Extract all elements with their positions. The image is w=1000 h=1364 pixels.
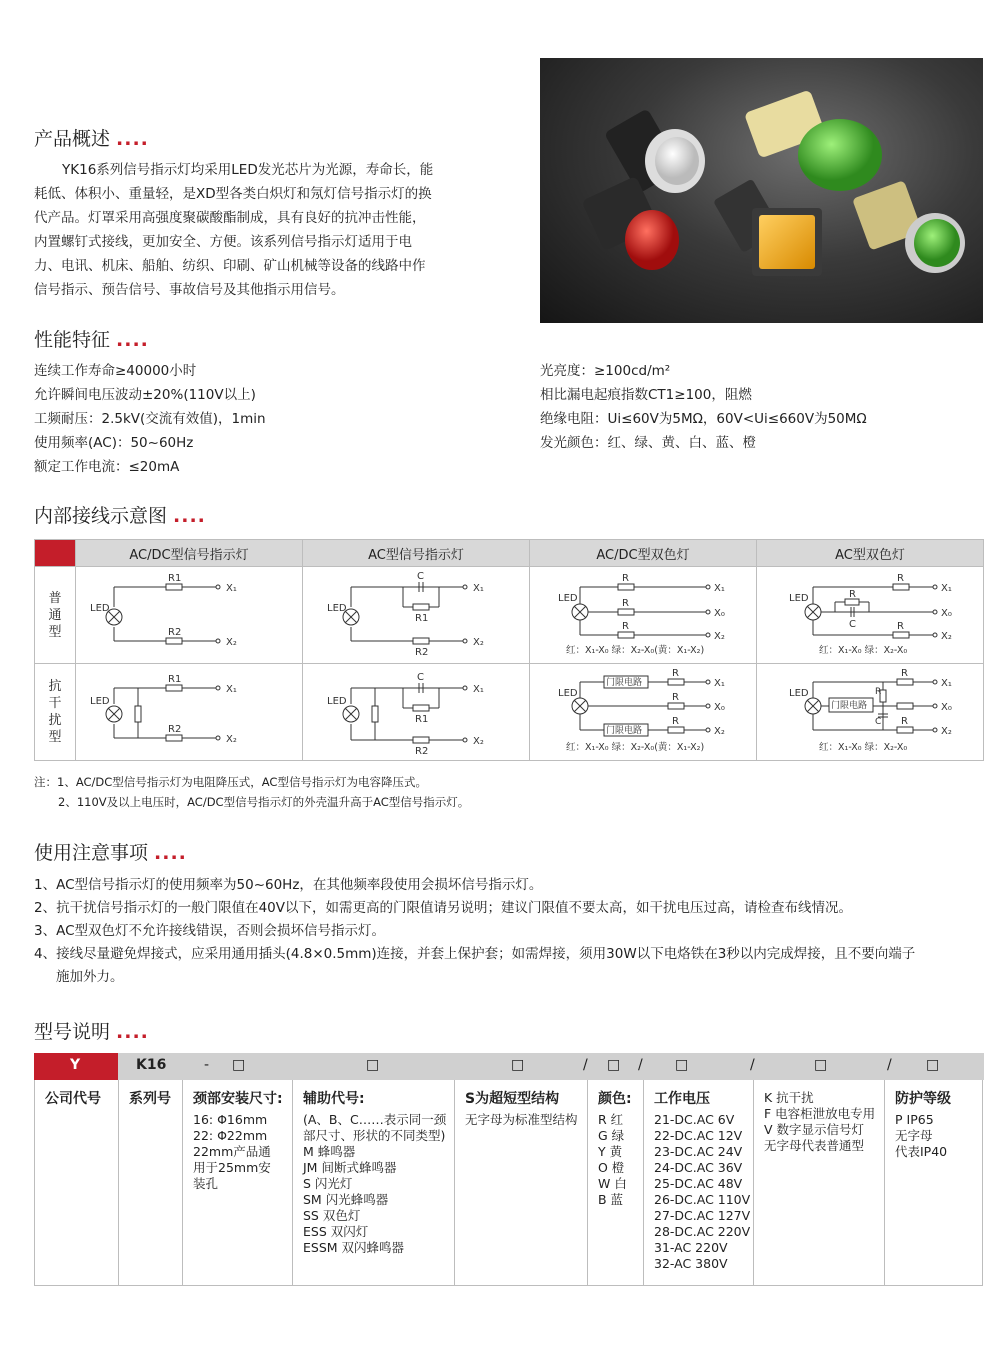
- svg-text:R: R: [672, 716, 679, 727]
- svg-text:LED: LED: [90, 696, 110, 707]
- wiring-table: [34, 539, 984, 761]
- product-photo: [540, 58, 983, 323]
- model-col-type: K 抗干扰 F 电容柜泄放电专用 V 数字显示信号灯 无字母代表普通型: [754, 1080, 885, 1285]
- svg-text:X₂: X₂: [941, 726, 952, 737]
- diagram-acdc-bicolor-anti: [530, 664, 757, 761]
- model-col-company: 公司代号: [35, 1080, 119, 1285]
- model-slash: /: [583, 1057, 588, 1073]
- row-label-anti-interference: 抗 干 扰 型: [35, 664, 76, 761]
- svg-text:红：X₁-X₀ 绿：X₂-X₀: 红：X₁-X₀ 绿：X₂-X₀: [819, 645, 908, 656]
- performance-left: [34, 359, 266, 479]
- svg-text:X₂: X₂: [226, 637, 237, 648]
- spec-line: 工频耐压：2.5kV(交流有效值)，1min: [34, 411, 266, 427]
- usage-item: 2、抗干扰信号指示灯的一般门限值在40V以下，如需更高的门限值请另说明；建议门限值不要太高，如干扰电压过高，请检查布线情况。: [34, 900, 853, 916]
- usage-item: 3、AC型双色灯不允许接线错误，否则会损坏信号指示灯。: [34, 923, 386, 939]
- overview-paragraph: YK16系列信号指示灯均采用LED发光芯片为光源，寿命长，能 耗低、体积小、重量轻，是XD型各类白炽灯和氖灯信号指示灯的换 代产品。灯罩采用高强度聚碳酸酯制成，具有良好的抗冲击性能， 内置螺钉式接线，更加安全、方便。该系列信号指示灯适用于电 力、电讯、机床、船舶、纺织、印刷、矿山机械等设备的线路中作 信号指示、预告信号、事故信号及其他指示用信号。: [34, 162, 434, 298]
- svg-text:C: C: [417, 571, 424, 582]
- svg-text:LED: LED: [789, 688, 809, 699]
- svg-text:R: R: [897, 573, 904, 584]
- diagram-acdc-normal: [76, 567, 303, 664]
- model-col-neck: 颈部安装尺寸: 16: Φ16mm 22: Φ22mm 22mm产品通 用于25mm安 装孔: [183, 1080, 293, 1285]
- model-col-auxiliary: 辅助代号: (A、B、C……表示同一颈 部尺寸、形状的不同类型) M 蜂鸣器 JM 间断式蜂鸣器 S 闪光灯 SM 闪光蜂鸣器 SS 双色灯 ESS 双闪灯 ESSM 双闪蜂鸣器: [293, 1080, 455, 1285]
- usage-item: 4、接线尽量避免焊接式，应采用通用插头(4.8×0.5mm)连接，并套上保护套；如需焊接，须用30W以下电烙铁在3秒以内完成焊接，且不要向端子: [34, 946, 916, 962]
- model-box: □: [232, 1057, 246, 1073]
- spec-line: 使用频率(AC)：50~60Hz: [34, 435, 194, 451]
- svg-text:X₀: X₀: [714, 702, 725, 713]
- wiring-header: AC型双色灯: [757, 540, 984, 567]
- svg-text:X₀: X₀: [941, 702, 952, 713]
- diagram-ac-bicolor-normal: [757, 567, 984, 664]
- overview-title: 产品概述 ....: [34, 128, 149, 150]
- spec-line: 相比漏电起痕指数CT1≥100，阻燃: [540, 387, 752, 403]
- performance-right: [540, 359, 867, 455]
- spec-line: 连续工作寿命≥40000小时: [34, 363, 197, 379]
- model-col-series: 系列号: [119, 1080, 183, 1285]
- svg-text:R: R: [622, 573, 629, 584]
- svg-text:LED: LED: [558, 593, 578, 604]
- spec-line: 光亮度：≥100cd/m²: [540, 363, 671, 379]
- svg-text:R2: R2: [415, 647, 429, 658]
- model-slash: /: [638, 1057, 643, 1073]
- model-dash: -: [204, 1057, 210, 1073]
- usage-list: [34, 874, 915, 989]
- model-col-protection: 防护等级 P IP65 无字母 代表IP40: [895, 1091, 951, 1159]
- svg-text:R2: R2: [168, 627, 182, 638]
- svg-text:X₂: X₂: [941, 631, 952, 642]
- diagram-ac-bicolor-anti: [757, 664, 984, 761]
- svg-text:R: R: [672, 668, 679, 679]
- model-code-k16: K16: [136, 1057, 167, 1073]
- wiring-header: AC/DC型信号指示灯: [76, 540, 303, 567]
- svg-text:LED: LED: [327, 603, 347, 614]
- svg-text:X₁: X₁: [714, 678, 725, 689]
- diagram-acdc-bicolor-normal: [530, 567, 757, 664]
- model-code-bar: [34, 1053, 984, 1080]
- svg-text:R: R: [622, 621, 629, 632]
- usage-title: 使用注意事项 ....: [34, 842, 187, 864]
- model-box: □: [926, 1057, 940, 1073]
- model-col-color: 颜色: R 红 G 绿 Y 黄 O 橙 W 白 B 蓝: [588, 1080, 644, 1285]
- model-box: □: [366, 1057, 380, 1073]
- svg-text:红：X₁-X₀ 绿：X₂-X₀(黄：X₁-X₂): 红：X₁-X₀ 绿：X₂-X₀(黄：X₁-X₂): [566, 742, 705, 753]
- wiring-corner: [35, 540, 76, 567]
- model-slash: /: [750, 1057, 755, 1073]
- svg-text:X₂: X₂: [226, 734, 237, 745]
- model-box: □: [607, 1057, 621, 1073]
- svg-text:R1: R1: [168, 674, 182, 685]
- svg-text:X₁: X₁: [941, 583, 952, 594]
- wiring-title: 内部接线示意图 ....: [34, 505, 206, 527]
- spec-line: 允许瞬间电压波动±20%(110V以上): [34, 387, 256, 403]
- svg-text:C: C: [417, 672, 424, 683]
- svg-text:X₁: X₁: [941, 678, 952, 689]
- svg-text:门限电路: 门限电路: [606, 726, 643, 736]
- spec-line: 发光颜色：红、绿、黄、白、蓝、橙: [540, 435, 756, 451]
- svg-text:LED: LED: [327, 696, 347, 707]
- diagram-ac-anti: [303, 664, 530, 761]
- svg-text:门限电路: 门限电路: [831, 701, 868, 711]
- svg-text:红：X₁-X₀ 绿：X₂-X₀(黄：X₁-X₂): 红：X₁-X₀ 绿：X₂-X₀(黄：X₁-X₂): [566, 645, 705, 656]
- svg-text:LED: LED: [90, 603, 110, 614]
- svg-text:R: R: [622, 598, 629, 609]
- usage-item: 施加外力。: [56, 969, 124, 985]
- model-slash: /: [887, 1057, 892, 1073]
- model-title: 型号说明 ....: [34, 1021, 149, 1043]
- svg-text:X₁: X₁: [226, 583, 237, 594]
- model-col-structure: S为超短型结构 无字母为标准型结构: [455, 1080, 588, 1285]
- svg-text:门限电路: 门限电路: [606, 678, 643, 688]
- svg-text:LED: LED: [558, 688, 578, 699]
- model-grid: [34, 1080, 983, 1286]
- svg-text:LED: LED: [789, 593, 809, 604]
- svg-text:C: C: [875, 717, 882, 727]
- performance-title: 性能特征 ....: [34, 329, 149, 351]
- row-label-normal: 普 通 型: [35, 567, 76, 664]
- wiring-header: AC型信号指示灯: [303, 540, 530, 567]
- svg-text:X₁: X₁: [473, 684, 484, 695]
- model-col-voltage: 工作电压 21-DC.AC 6V 22-DC.AC 12V 23-DC.AC 24V 24-DC.AC 36V 25-DC.AC 48V 26-DC.AC 110V 27-DC.AC 127V 28-DC.AC 220V 31-AC 220V 32-AC 380V: [644, 1080, 754, 1285]
- svg-text:R1: R1: [415, 613, 429, 624]
- svg-text:R: R: [875, 687, 882, 697]
- svg-text:R1: R1: [168, 573, 182, 584]
- svg-text:R1: R1: [415, 714, 429, 725]
- svg-text:R2: R2: [415, 746, 429, 757]
- svg-text:X₁: X₁: [473, 583, 484, 594]
- svg-text:X₁: X₁: [226, 684, 237, 695]
- svg-text:X₂: X₂: [473, 736, 484, 747]
- model-box: □: [814, 1057, 828, 1073]
- svg-text:R: R: [672, 692, 679, 703]
- svg-text:X₂: X₂: [473, 637, 484, 648]
- svg-text:R: R: [901, 716, 908, 727]
- svg-text:X₂: X₂: [714, 726, 725, 737]
- usage-item: 1、AC型信号指示灯的使用频率为50~60Hz，在其他频率段使用会损坏信号指示灯。: [34, 877, 543, 893]
- diagram-ac-normal: [303, 567, 530, 664]
- svg-text:X₀: X₀: [714, 608, 725, 619]
- svg-text:R: R: [897, 621, 904, 632]
- spec-line: 绝缘电阻：Ui≤60V为5MΩ，60V<Ui≤660V为50MΩ: [540, 411, 867, 427]
- spec-line: 额定工作电流：≤20mA: [34, 459, 180, 475]
- model-box: □: [675, 1057, 689, 1073]
- note-line: 注：1、AC/DC型信号指示灯为电阻降压式，AC型信号指示灯为电容降压式。: [34, 775, 427, 789]
- svg-text:R: R: [849, 589, 856, 600]
- model-box: □: [511, 1057, 525, 1073]
- svg-text:X₁: X₁: [714, 583, 725, 594]
- svg-text:C: C: [849, 619, 856, 630]
- svg-text:X₀: X₀: [941, 608, 952, 619]
- svg-text:R2: R2: [168, 724, 182, 735]
- wiring-notes: [34, 772, 469, 812]
- wiring-header: AC/DC型双色灯: [530, 540, 757, 567]
- diagram-acdc-anti: [76, 664, 303, 761]
- note-line: 2、110V及以上电压时，AC/DC型信号指示灯的外壳温升高于AC型信号指示灯。: [58, 795, 470, 809]
- model-code-y: Y: [70, 1057, 81, 1073]
- svg-text:X₂: X₂: [714, 631, 725, 642]
- svg-text:R: R: [901, 668, 908, 679]
- svg-text:红：X₁-X₀ 绿：X₂-X₀: 红：X₁-X₀ 绿：X₂-X₀: [819, 742, 908, 753]
